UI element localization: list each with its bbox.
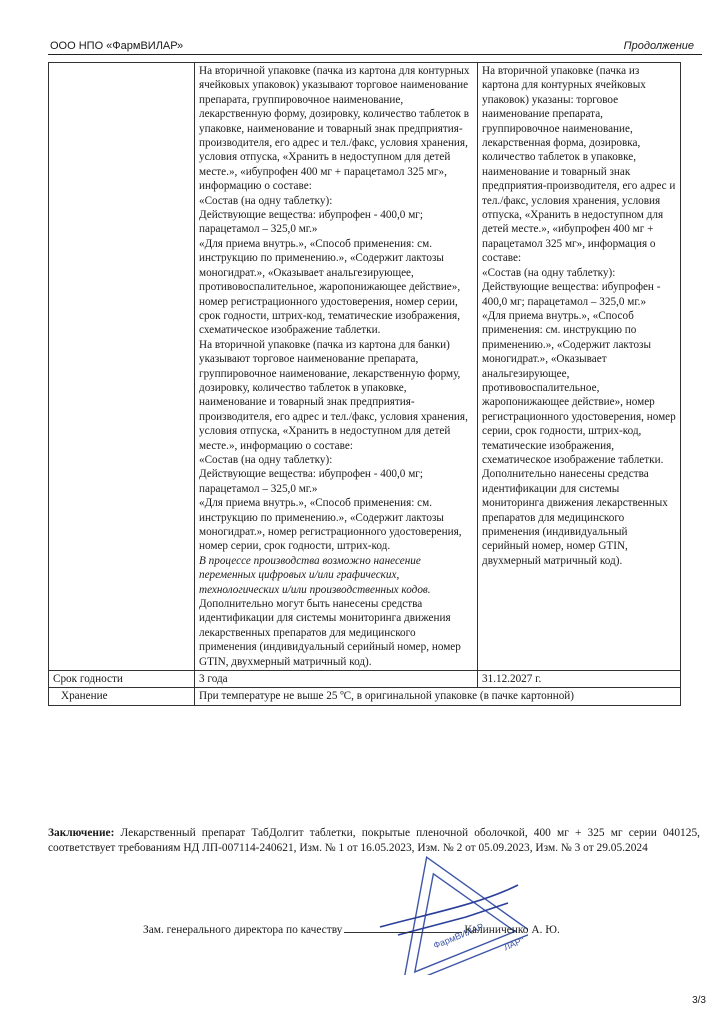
shelf-life-row <box>49 671 681 688</box>
page-number: 3/3 <box>692 995 706 1006</box>
storage-row <box>49 688 681 705</box>
row-label-empty <box>49 63 195 671</box>
result-paragraph: «Состав (на одну таблетку): <box>482 266 616 279</box>
norm-paragraph-italic: В процессе производства возможно нанесение переменных цифровых и/или графических, технологических и/или производственных кодов. <box>199 554 431 596</box>
signature-block <box>143 922 560 936</box>
shelf-life-label: Срок годности <box>49 671 195 688</box>
stamp-text-fragment: ЛАР" <box>502 935 526 953</box>
norm-cell <box>195 63 478 671</box>
norm-paragraph: На вторичной упаковке (пачка из картона для контурных ячейковых упаковок) указывают торговое наименование препарата, группировочное наименование, лекарственную форму, дозировку, количество таблеток в упаковке, наименование и товарный знак предприятия-производителя, его адрес и тел./факс, условия хранения, условия отпуска, «Хранить в недоступном для детей месте.», «ибупрофен 400 мг + парацетамол 325 мг», информацию о составе: <box>199 65 470 193</box>
result-paragraph: «Для приема внутрь.», «Способ применения: см. инструкцию по применению.», «Содержит лактозы моногидрат.», «Оказывает анальгезирующее, противовоспалительное, жаропонижающее действие», номер регистрационного удостоверения, номер серии, срок годности, штрих-код, тематические изображения, схематическое изображение таблетки. <box>482 309 676 466</box>
header-divider <box>48 54 702 55</box>
norm-paragraph: Действующие вещества: ибупрофен - 400,0 мг; парацетамол – 325,0 мг.» <box>199 468 423 495</box>
shelf-life-norm: 3 года <box>195 671 478 688</box>
company-stamp <box>368 845 528 975</box>
storage-label: Хранение <box>49 688 195 705</box>
stamp-triangle-inner <box>383 854 515 972</box>
signer-name: Калиниченко А. Ю. <box>464 924 560 936</box>
result-paragraph: На вторичной упаковке (пачка из картона для контурных ячейковых упаковок) указаны: торговое наименование препарата, группировочное наименование, лекарственная форма, дозировка, количество таблеток в упаковке, наименование и товарный знак предприятия-производителя, его адрес и тел./факс, условия хранения, условия отпуска, «Хранить в недоступном для детей месте.», «ибупрофен 400 мг + парацетамол 325 мг», информация о составе: <box>482 65 676 265</box>
specification-table <box>48 62 681 706</box>
continuation-label: Продолжение <box>623 40 694 52</box>
signer-position: Зам. генерального директора по качеству <box>143 924 343 936</box>
conclusion-text: Лекарственный препарат ТабДолгит таблетки, покрытые пленочной оболочкой, 400 мг + 325 мг серии 040125, соответствует требованиям НД ЛП-007114-240621, Изм. № 1 от 16.05.2023, Изм. № 2 от 05.09.2023, Изм. № 3 от 29.05.2024 <box>48 827 700 854</box>
storage-value: При температуре не выше 25 ºС, в оригинальной упаковке (в пачке картонной) <box>195 688 681 705</box>
result-cell <box>478 63 681 671</box>
signature-line <box>344 922 462 933</box>
packaging-row <box>49 63 681 671</box>
result-paragraph: Дополнительно нанесены средства идентификации для системы мониторинга движения лекарственных препаратов для медицинского применения (индивидуальный серийный номер, номер GTIN, двухмерный матричный код). <box>482 468 668 567</box>
shelf-life-actual: 31.12.2027 г. <box>478 671 681 688</box>
norm-paragraph: На вторичной упаковке (пачка из картона для банки) указывают торговое наименование препарата, группировочное наименование, лекарственную форму, дозировку, количество таблеток в упаковке, наименование и товарный знак предприятия-производителя, его адрес и тел./факс, условия хранения, условия отпуска, «Хранить в недоступном для детей месте.», информацию о составе: <box>199 338 468 452</box>
norm-paragraph: «Для приема внутрь.», «Способ применения: см. инструкцию по применению.», «Содержит лактозы моногидрат.», «Оказывает анальгезирующее, противовоспалительное, жаропонижающее действие», номер регистрационного удостоверения, номер серии, срок годности, штрих-код, тематические изображения, схематическое изображение таблетки. <box>199 237 461 337</box>
norm-paragraph: «Состав (на одну таблетку): <box>199 194 333 207</box>
stamp-text: ФармВИЛАР <box>431 921 486 951</box>
norm-paragraph: Дополнительно могут быть нанесены средства идентификации для системы мониторинга движения лекарственных препаратов для медицинского применения (индивидуальный серийный номер, номер GTIN, двухмерный матричный код). <box>199 598 461 668</box>
norm-paragraph: «Для приема внутрь.», «Способ применения: см. инструкцию по применению.», «Содержит лактозы моногидрат.», номер регистрационного удостоверения, номер серии, срок годности, штрих-код. <box>199 497 462 553</box>
result-paragraph: Действующие вещества: ибупрофен - 400,0 мг; парацетамол – 325,0 мг.» <box>482 281 661 308</box>
company-name: ООО НПО «ФармВИЛАР» <box>50 40 184 52</box>
conclusion-label: Заключение: <box>48 827 115 839</box>
norm-paragraph: Действующие вещества: ибупрофен - 400,0 мг; парацетамол – 325,0 мг.» <box>199 209 423 236</box>
norm-paragraph: «Состав (на одну таблетку): <box>199 453 333 466</box>
